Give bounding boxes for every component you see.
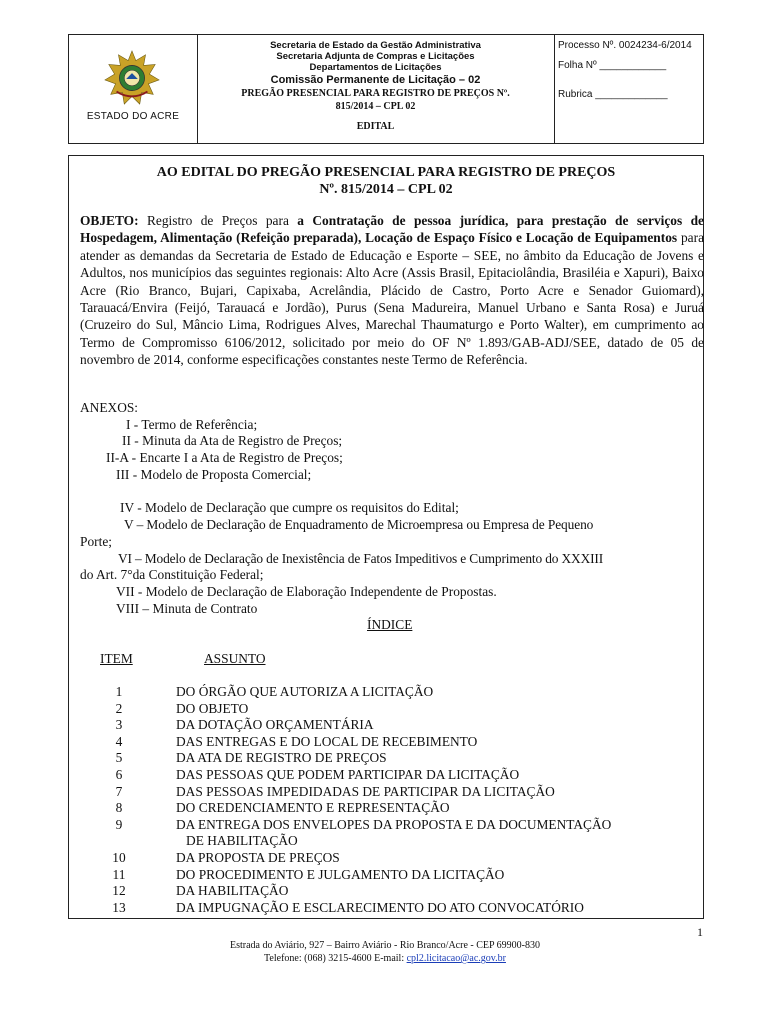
indice-item-subject: DO CREDENCIAMENTO E REPRESENTAÇÃO xyxy=(176,800,450,816)
indice-item-subject: DO PROCEDIMENTO E JULGAMENTO DA LICITAÇÃO xyxy=(176,866,505,882)
indice-item-subject: DA ATA DE REGISTRO DE PREÇOS xyxy=(176,750,387,766)
objeto-label: OBJETO: xyxy=(80,213,139,228)
footer-email-link[interactable]: cpl2.licitacao@ac.gov.br xyxy=(406,953,506,964)
footer-address: Estrada do Aviário, 927 – Bairro Aviário - Rio Branco/Acre - CEP 69900-830 xyxy=(229,940,541,951)
anexo-item: do Art. 7°da Constituição Federal; xyxy=(80,567,264,582)
header-line-1: Secretaria de Estado da Gestão Administrativa xyxy=(270,40,481,51)
anexo-item: VI – Modelo de Declaração de Inexistência de Fatos Impeditivos e Cumprimento do XXXIII xyxy=(118,551,604,566)
header-secretarias xyxy=(197,40,554,73)
indice-item-subject: DAS PESSOAS IMPEDIDADAS DE PARTICIPAR DA LICITAÇÃO xyxy=(176,783,555,799)
anexo-item: II - Minuta da Ata de Registro de Preços; xyxy=(122,433,343,448)
processo-number: Processo Nº. 0024234-6/2014 xyxy=(558,40,692,51)
indice-item-number: 8 xyxy=(115,800,123,816)
indice-item-subject: DA HABILITAÇÃO xyxy=(176,883,289,899)
indice-item-subject: DO ÓRGÃO QUE AUTORIZA A LICITAÇÃO xyxy=(176,684,434,699)
document-title-line-2: Nº. 815/2014 – CPL 02 xyxy=(319,182,453,197)
document-title-line-1: AO EDITAL DO PREGÃO PRESENCIAL PARA REGISTRO DE PREÇOS xyxy=(156,165,616,180)
indice-item-number: 11 xyxy=(112,866,126,882)
anexo-item: VII - Modelo de Declaração de Elaboração Independente de Propostas. xyxy=(116,584,497,599)
header-line-2: Secretaria Adjunta de Compras e Licitações xyxy=(276,51,475,62)
header-line-3: Departamentos de Licitações xyxy=(309,62,442,73)
page-number: 1 xyxy=(697,925,703,939)
anexo-item: I - Termo de Referência; xyxy=(126,417,258,432)
rubrica-field: Rubrica _____________ xyxy=(558,89,668,100)
anexo-item: Porte; xyxy=(80,534,112,549)
indice-title: ÍNDICE xyxy=(367,617,413,632)
indice-item-number: 13 xyxy=(112,899,126,915)
indice-item-number: 3 xyxy=(115,717,123,733)
indice-item-number: 4 xyxy=(115,733,123,749)
header-pregao xyxy=(197,87,554,113)
indice-item-subject: DA DOTAÇÃO ORÇAMENTÁRIA xyxy=(176,717,374,733)
footer-contact xyxy=(0,953,770,964)
indice-item-number: 5 xyxy=(115,750,123,766)
indice-col-item: ITEM xyxy=(100,651,133,666)
header-pregao-line-1: PREGÃO PRESENCIAL PARA REGISTRO DE PREÇOS Nº. xyxy=(241,88,510,99)
objeto-intro: Registro de Preços para xyxy=(138,213,298,228)
anexo-item: IV - Modelo de Declaração que cumpre os requisitos do Edital; xyxy=(120,500,459,515)
footer-phone: Telefone: (068) 3215-4600 E-mail: xyxy=(264,953,407,964)
anexo-item: III - Modelo de Proposta Comercial; xyxy=(116,467,312,482)
indice-item-number: 6 xyxy=(115,767,123,782)
indice-item-subject: DAS PESSOAS QUE PODEM PARTICIPAR DA LICITAÇÃO xyxy=(176,767,520,782)
anexo-item: II-A - Encarte I a Ata de Registro de Preços; xyxy=(106,450,343,465)
state-seal-icon xyxy=(103,49,161,107)
anexo-item: VIII – Minuta de Contrato xyxy=(116,601,258,616)
header-edital: EDITAL xyxy=(356,121,395,132)
objeto-rest: para atender as demandas da Secretaria de Estado de Educação e Esporte – SEE, no âmbito da Educação de Jovens e Adultos, nos municípios das seguintes regionais: Alto Acre (Assis Brasil, Epitaciolândia, Brasiléia e Xapuri), Baixo Acre (Rio Branco, Bujari, Capixaba, Acrelândia, Plácido de Castro, Porto Acre e Senador Guiomard), Tarauacá/Envira (Feijó, Tarauacá e Jordão), Purus (Sena Madureira, Manuel Urbano e Santa Rosa) e Juruá (Cruzeiro do Sul, Mâncio Lima, Rodrigues Alves, Marechal Thaumaturgo e Porto Walter), em cumprimento ao Termo de Compromisso 6106/2012, solicitado por meio do OF Nº 1.893/GAB-ADJ/SEE, datado de 05 de novembro de 2014, conforme especificações constantes neste Termo de Referência. xyxy=(80,230,705,368)
indice-item-subject: DA ENTREGA DOS ENVELOPES DA PROPOSTA E DA DOCUMENTAÇÃO xyxy=(176,816,612,832)
document-header xyxy=(68,34,704,144)
indice-col-assunto: ASSUNTO xyxy=(204,651,266,666)
indice-item-subject: DA PROPOSTA DE PREÇOS xyxy=(176,850,340,865)
anexos-label: ANEXOS: xyxy=(80,400,139,415)
indice-item-subject: DA IMPUGNAÇÃO E ESCLARECIMENTO DO ATO CONVOCATÓRIO xyxy=(176,899,584,915)
header-divider xyxy=(554,35,555,143)
indice-item-number: 9 xyxy=(115,816,123,832)
indice-item-subject: DO OBJETO xyxy=(176,700,249,716)
indice-item-number: 7 xyxy=(115,783,123,799)
indice-item-subject: DE HABILITAÇÃO xyxy=(176,833,298,849)
folha-field: Folha Nº ____________ xyxy=(558,60,667,71)
indice-item-number: 1 xyxy=(115,684,123,699)
objeto-bold: a Contratação de pessoa jurídica, para prestação de serviços de Hospedagem, Alimentação (Refeição preparada), Locação de Espaço Físico e Locação de Equipamentos xyxy=(80,213,704,246)
state-name: ESTADO DO ACRE xyxy=(86,111,180,122)
indice-item-number: 10 xyxy=(112,850,126,865)
indice-item-subject: DAS ENTREGAS E DO LOCAL DE RECEBIMENTO xyxy=(176,733,478,749)
header-pregao-line-2: 815/2014 – CPL 02 xyxy=(335,101,416,112)
anexo-item: V – Modelo de Declaração de Enquadramento de Microempresa ou Empresa de Pequeno xyxy=(124,517,594,532)
indice-item-number: 2 xyxy=(115,700,123,716)
header-commission: Comissão Permanente de Licitação – 02 xyxy=(270,74,481,86)
header-logo-cell xyxy=(69,35,198,143)
objeto-paragraph xyxy=(80,212,704,369)
indice-item-number: 12 xyxy=(112,883,126,899)
